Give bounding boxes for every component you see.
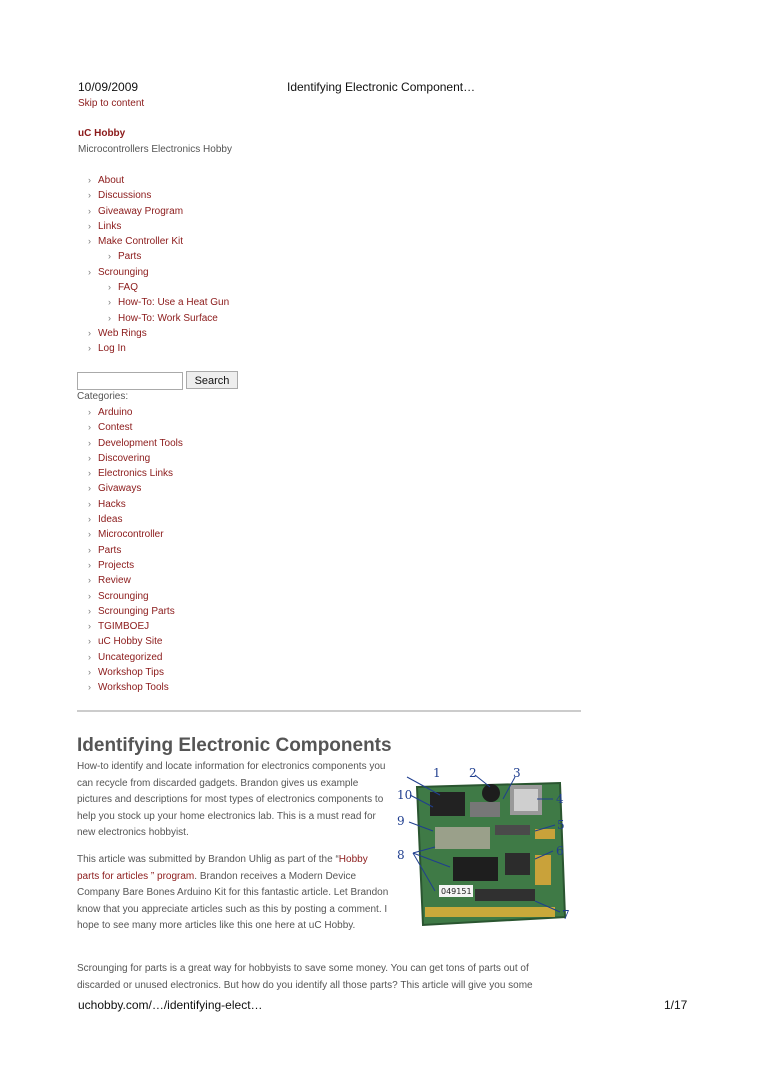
chevron-right-icon: › bbox=[88, 636, 91, 647]
category-item[interactable] bbox=[88, 466, 183, 481]
board-code: 049151 bbox=[441, 887, 472, 896]
nav-item[interactable] bbox=[88, 311, 229, 326]
label-3: 3 bbox=[513, 767, 521, 780]
skip-to-content-link[interactable]: Skip to content bbox=[78, 98, 145, 109]
category-label[interactable]: TGIMBOEJ bbox=[98, 621, 150, 633]
categories-list bbox=[88, 405, 183, 696]
nav-item[interactable] bbox=[88, 204, 229, 219]
chevron-right-icon: › bbox=[88, 544, 91, 555]
nav-item-label[interactable]: How-To: Work Surface bbox=[118, 312, 218, 324]
category-label[interactable]: uC Hobby Site bbox=[98, 636, 163, 648]
nav-item-label[interactable]: How-To: Use a Heat Gun bbox=[118, 297, 230, 309]
category-item[interactable] bbox=[88, 481, 183, 496]
category-label[interactable]: Givaways bbox=[98, 483, 142, 495]
label-7: 7 bbox=[562, 908, 570, 922]
category-item[interactable] bbox=[88, 420, 183, 435]
nav-item-label[interactable]: Giveaway Program bbox=[98, 205, 184, 217]
nav-item[interactable] bbox=[88, 249, 229, 264]
category-label[interactable]: Parts bbox=[98, 544, 122, 556]
credit-text-before: This article was submitted by Brandon Uhlig as part of the “ bbox=[77, 854, 339, 865]
nav-item-label[interactable]: Log In bbox=[98, 343, 126, 355]
main-navigation bbox=[88, 173, 229, 357]
chevron-right-icon: › bbox=[88, 190, 91, 201]
chevron-right-icon: › bbox=[88, 667, 91, 678]
category-label[interactable]: Scrounging Parts bbox=[98, 605, 175, 617]
nav-item[interactable] bbox=[88, 326, 229, 341]
nav-item[interactable] bbox=[88, 280, 229, 295]
category-item[interactable] bbox=[88, 665, 183, 680]
circuit-board-photo bbox=[395, 767, 575, 932]
label-9: 9 bbox=[397, 814, 405, 828]
label-10: 10 bbox=[397, 788, 413, 802]
chevron-right-icon: › bbox=[88, 327, 91, 338]
label-8: 8 bbox=[397, 848, 405, 862]
chevron-right-icon: › bbox=[88, 483, 91, 494]
chevron-right-icon: › bbox=[88, 575, 91, 586]
category-label[interactable]: Review bbox=[98, 575, 131, 587]
category-label[interactable]: Discovering bbox=[98, 452, 151, 464]
chevron-right-icon: › bbox=[88, 452, 91, 463]
label-4: 4 bbox=[556, 792, 564, 806]
category-label[interactable]: Workshop Tips bbox=[98, 667, 164, 679]
category-item[interactable] bbox=[88, 451, 183, 466]
category-label[interactable]: Microcontroller bbox=[98, 529, 164, 541]
category-item[interactable] bbox=[88, 512, 183, 527]
nav-item[interactable] bbox=[88, 219, 229, 234]
category-item[interactable] bbox=[88, 405, 183, 420]
nav-item[interactable] bbox=[88, 188, 229, 203]
label-5: 5 bbox=[557, 818, 565, 832]
nav-item[interactable] bbox=[88, 295, 229, 310]
category-label[interactable]: Development Tools bbox=[98, 437, 183, 449]
category-label[interactable]: Contest bbox=[98, 422, 133, 434]
nav-item[interactable] bbox=[88, 173, 229, 188]
category-label[interactable]: Hacks bbox=[98, 498, 126, 510]
chevron-right-icon: › bbox=[88, 682, 91, 693]
divider bbox=[77, 710, 581, 712]
print-date: 10/09/2009 bbox=[78, 80, 139, 94]
category-item[interactable] bbox=[88, 680, 183, 695]
chevron-right-icon: › bbox=[88, 220, 91, 231]
nav-item-label[interactable]: Links bbox=[98, 220, 122, 232]
nav-item-label[interactable]: Scrounging bbox=[98, 266, 149, 278]
credit-text-after: . Brandon receives a Modern Device Company Bare Bones Arduino Kit for this fantastic article. Let Brandon know that you appreciate articles such as this by posting a comment. I hope to see many more articles like this one here at uC Hobby. bbox=[77, 870, 389, 931]
chevron-right-icon: › bbox=[88, 590, 91, 601]
category-item[interactable] bbox=[88, 497, 183, 512]
chevron-right-icon: › bbox=[88, 407, 91, 417]
chevron-right-icon: › bbox=[88, 529, 91, 540]
category-label[interactable]: Arduino bbox=[98, 407, 133, 418]
chevron-right-icon: › bbox=[88, 514, 91, 525]
nav-item-label[interactable]: Web Rings bbox=[98, 327, 147, 339]
label-6: 6 bbox=[556, 844, 564, 858]
category-label[interactable]: Scrounging bbox=[98, 590, 149, 602]
site-name[interactable]: uC Hobby bbox=[78, 128, 126, 139]
chevron-right-icon: › bbox=[108, 312, 111, 323]
search-button[interactable]: Search bbox=[186, 371, 238, 389]
nav-item[interactable] bbox=[88, 341, 229, 356]
chevron-right-icon: › bbox=[88, 621, 91, 632]
category-item[interactable] bbox=[88, 604, 183, 619]
nav-item[interactable] bbox=[88, 265, 229, 280]
chevron-right-icon: › bbox=[88, 343, 91, 354]
chevron-right-icon: › bbox=[88, 422, 91, 433]
chevron-right-icon: › bbox=[88, 498, 91, 509]
article-credit bbox=[77, 852, 392, 935]
chevron-right-icon: › bbox=[108, 297, 111, 308]
search-input[interactable] bbox=[77, 372, 183, 390]
hobby-parts-program-link[interactable]: Hobby parts for articles ” program bbox=[77, 854, 368, 882]
category-item[interactable] bbox=[88, 436, 183, 451]
chevron-right-icon: › bbox=[108, 251, 111, 262]
category-item[interactable] bbox=[88, 543, 183, 558]
label-1: 1 bbox=[433, 767, 441, 780]
category-item[interactable] bbox=[88, 619, 183, 634]
chevron-right-icon: › bbox=[88, 205, 91, 216]
label-2: 2 bbox=[469, 767, 477, 780]
chevron-right-icon: › bbox=[88, 559, 91, 570]
nav-item[interactable] bbox=[88, 234, 229, 249]
category-item[interactable] bbox=[88, 589, 183, 604]
chevron-right-icon: › bbox=[88, 266, 91, 277]
chevron-right-icon: › bbox=[88, 236, 91, 247]
category-label[interactable]: Workshop Tools bbox=[98, 682, 169, 694]
chevron-right-icon: › bbox=[88, 437, 91, 448]
site-tagline: Microcontrollers Electronics Hobby bbox=[78, 144, 232, 155]
category-item[interactable] bbox=[88, 650, 183, 665]
categories-label: Categories: bbox=[77, 391, 129, 402]
chevron-right-icon: › bbox=[88, 175, 91, 185]
category-label[interactable]: Uncategorized bbox=[98, 651, 163, 663]
page-number: 1/17 bbox=[664, 998, 688, 1012]
nav-item-label[interactable]: Discussions bbox=[98, 190, 152, 202]
category-label[interactable]: Projects bbox=[98, 559, 135, 571]
chevron-right-icon: › bbox=[88, 605, 91, 616]
category-item[interactable] bbox=[88, 527, 183, 542]
category-item[interactable] bbox=[88, 573, 183, 588]
chevron-right-icon: › bbox=[108, 282, 111, 293]
nav-item-label[interactable]: About bbox=[98, 175, 125, 186]
category-label[interactable]: Ideas bbox=[98, 514, 123, 526]
category-item[interactable] bbox=[88, 558, 183, 573]
nav-item-label[interactable]: Parts bbox=[118, 251, 142, 263]
print-title: Identifying Electronic Component… bbox=[287, 80, 476, 94]
article-title: Identifying Electronic Components bbox=[77, 735, 392, 756]
category-label[interactable]: Electronics Links bbox=[98, 468, 174, 480]
category-item[interactable] bbox=[88, 634, 183, 649]
nav-item-label[interactable]: Make Controller Kit bbox=[98, 236, 184, 248]
chevron-right-icon: › bbox=[88, 651, 91, 662]
footer-url: uchobby.com/…/identifying-elect… bbox=[78, 998, 263, 1012]
article-body: Scrounging for parts is a great way for hobbyists to save some money. You can get tons of parts out of discarded or unused electronics. But how do you identify all those parts? This article will give you some bbox=[77, 963, 533, 991]
article-intro: How-to identify and locate information for electronics components you can recycle from discarded gadgets. Brandon gives us example pictures and descriptions for most types of electronics components to help you stock up your home electronics lab. This is a must read for new electronics hobbyist. bbox=[77, 761, 386, 838]
nav-item-label[interactable]: FAQ bbox=[118, 282, 139, 294]
chevron-right-icon: › bbox=[88, 468, 91, 479]
